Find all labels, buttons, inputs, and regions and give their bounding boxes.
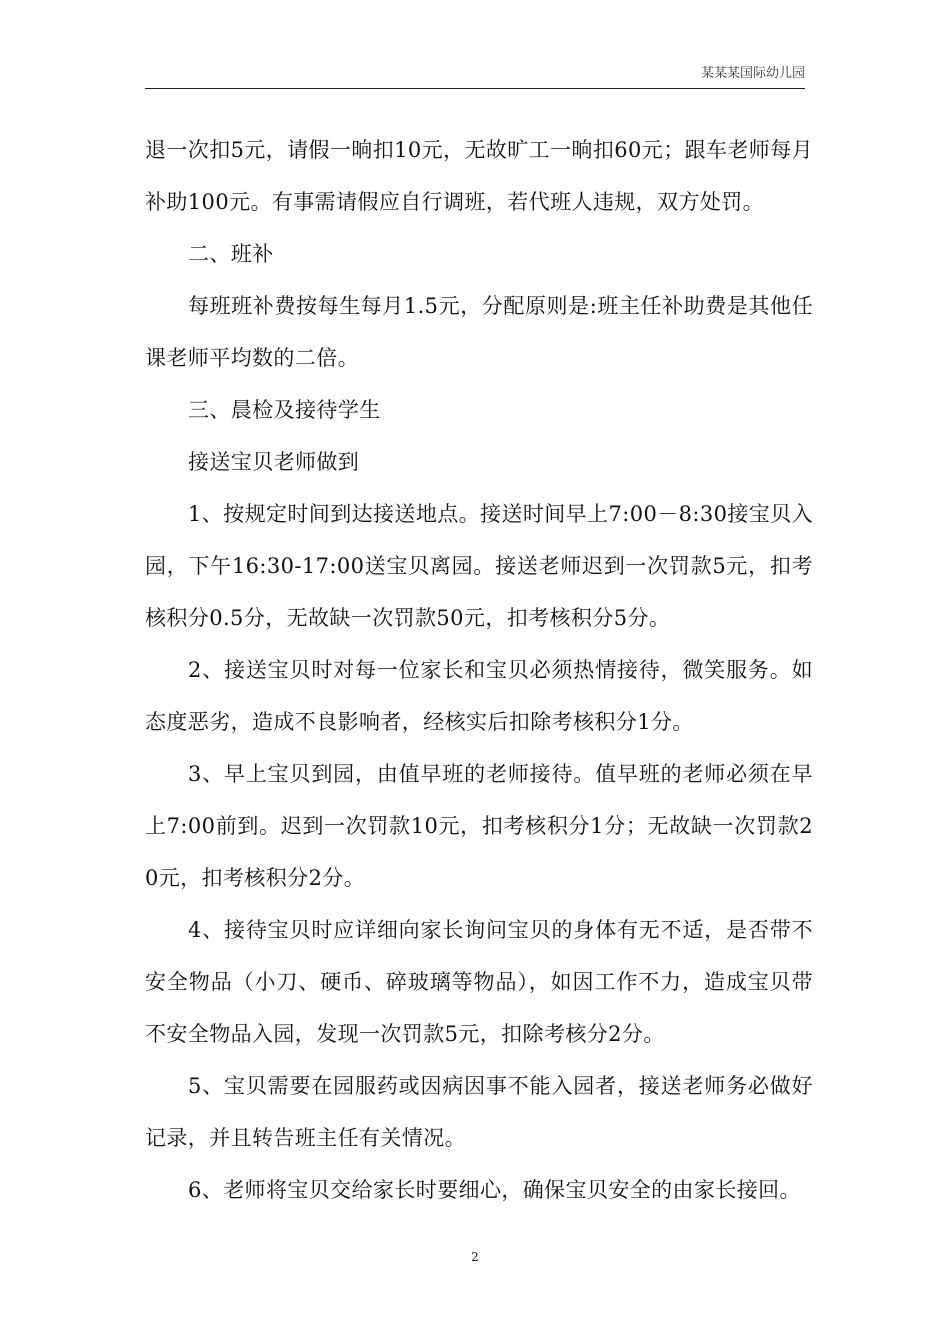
header-org-name: 某某某国际幼儿园 [700, 66, 805, 81]
page-header [145, 64, 805, 89]
paragraph-continuation: 退一次扣5元，请假一晌扣10元，无故旷工一晌扣60元；跟车老师每月补助100元。有事需请假应自行调班，若代班人违规，双方处罚。 [145, 138, 814, 214]
section-heading-morning-check: 三、晨检及接待学生 [188, 398, 381, 422]
rule-item-2: 2、接送宝贝时对每一位家长和宝贝必须热情接待，微笑服务。如态度恶劣，造成不良影响者，经核实后扣除考核积分1分。 [145, 658, 813, 734]
rule-item-6: 6、老师将宝贝交给家长时要细心，确保宝贝安全的由家长接回。 [188, 1178, 801, 1202]
rule-item-3: 3、早上宝贝到园，由值早班的老师接待。值早班的老师必须在早上7:00前到。迟到一次罚款10元，扣考核积分1分；无故缺一次罚款20元，扣考核积分2分。 [145, 762, 813, 890]
rule-item-5: 5、宝贝需要在园服药或因病因事不能入园者，接送老师务必做好记录，并且转告班主任有关情况。 [145, 1074, 813, 1150]
rule-item-4: 4、接待宝贝时应详细向家长询问宝贝的身体有无不适，是否带不安全物品（小刀、硬币、碎玻璃等物品），如因工作不力，造成宝贝带不安全物品入园，发现一次罚款5元，扣除考核分2分。 [145, 918, 813, 1046]
section-heading-class-subsidy: 二、班补 [188, 242, 274, 266]
paragraph-pickup-intro: 接送宝贝老师做到 [188, 450, 360, 474]
rule-item-1: 1、按规定时间到达接送地点。接送时间早上7:00－8:30接宝贝入园，下午16:30-17:00送宝贝离园。接送老师迟到一次罚款5元，扣考核积分0.5分，无故缺一次罚款50元，扣考核积分5分。 [145, 502, 813, 630]
document-body [145, 124, 813, 1216]
paragraph-class-subsidy: 每班班补费按每生每月1.5元，分配原则是:班主任补助费是其他任课老师平均数的二倍。 [145, 294, 813, 370]
page-number: 2 [471, 1250, 479, 1264]
